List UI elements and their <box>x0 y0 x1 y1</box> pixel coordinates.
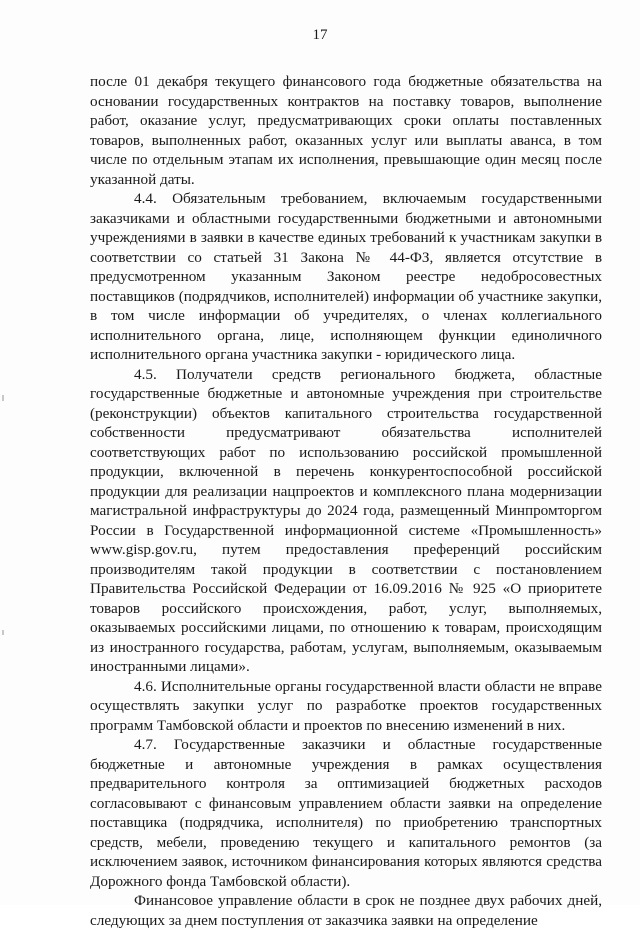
scan-mark <box>2 395 4 401</box>
page-number: 17 <box>312 27 328 43</box>
paragraph-4-5: 4.5. Получатели средств регионального бюджета, областные государственные бюджетные и автономные учреждения при строительстве (реконструкции) объектов капитального строительства государственной собственности предусматривают обязательства исполнителей соответствующих работ по использованию российской промышленной продукции, включенной в перечень конкурентоспособной российской продукции для реализации нацпроектов и комплексного плана модернизации магистральной инфраструктуры до 2024 года, размещенный Минпромторгом России в Государственной информационной системе «Промышленность» www.gisp.gov.ru, путем предоставления преференций российским производителям такой продукции в соответствии с постановлением Правительства Российской Федерации от 16.09.2016 № 925 «О приоритете товаров российского происхождения, работ, услуг, выполняемых, оказываемых российскими лицами, по отношению к товарам, происходящим из иностранного государства, работам, услугам, выполняемым, оказываемым иностранными лицами». <box>90 365 602 675</box>
paragraph-continuation: после 01 декабря текущего финансового года бюджетные обязательства на основании государственных контрактов на поставку товаров, выполнение работ, оказание услуг, предусматривающих сроки оплаты поставленных товаров, выполненных работ, оказанных услуг или выплаты аванса, в том числе по отдельным этапам их исполнения, превышающие один месяц после указанной даты. <box>90 73 602 188</box>
paragraph-4-6: 4.6. Исполнительные органы государственной власти области не вправе осуществлять закупки услуг по разработке проектов государственных программ Тамбовской области и проектов по внесению изменений в них. <box>90 677 602 734</box>
scan-mark <box>2 630 4 635</box>
paragraph-4-4: 4.4. Обязательным требованием, включаемым государственными заказчиками и областными государственными бюджетными и автономными учреждениями в заявки в качестве единых требований к участникам закупки в соответствии со статьей 31 Закона № 44-ФЗ, является отсутствие в предусмотренном указанным Законом реестре недобросовестных поставщиков (подрядчиков, исполнителей) информации об участнике закупки, в том числе информации об учредителях, о членах коллегиального исполнительного органа, лице, исполняющем функции единоличного исполнительного органа участника закупки - юридического лица. <box>90 190 602 363</box>
paragraph-finance-department: Финансовое управление области в срок не позднее двух рабочих дней, следующих за днем поступления от заказчика заявки на определение <box>90 892 602 929</box>
paragraph-4-7: 4.7. Государственные заказчики и областные государственные бюджетные и автономные учреждения в рамках осуществления предварительного контроля за оптимизацией бюджетных расходов согласовывают с финансовым управлением области заявки на определение поставщика (подрядчика, исполнителя) по приобретению транспортных средств, мебели, проведению текущего и капитального ремонтов (за исключением заявок, источником финансирования которых являются средства Дорожного фонда Тамбовской области). <box>90 736 602 890</box>
document-body <box>90 72 602 930</box>
